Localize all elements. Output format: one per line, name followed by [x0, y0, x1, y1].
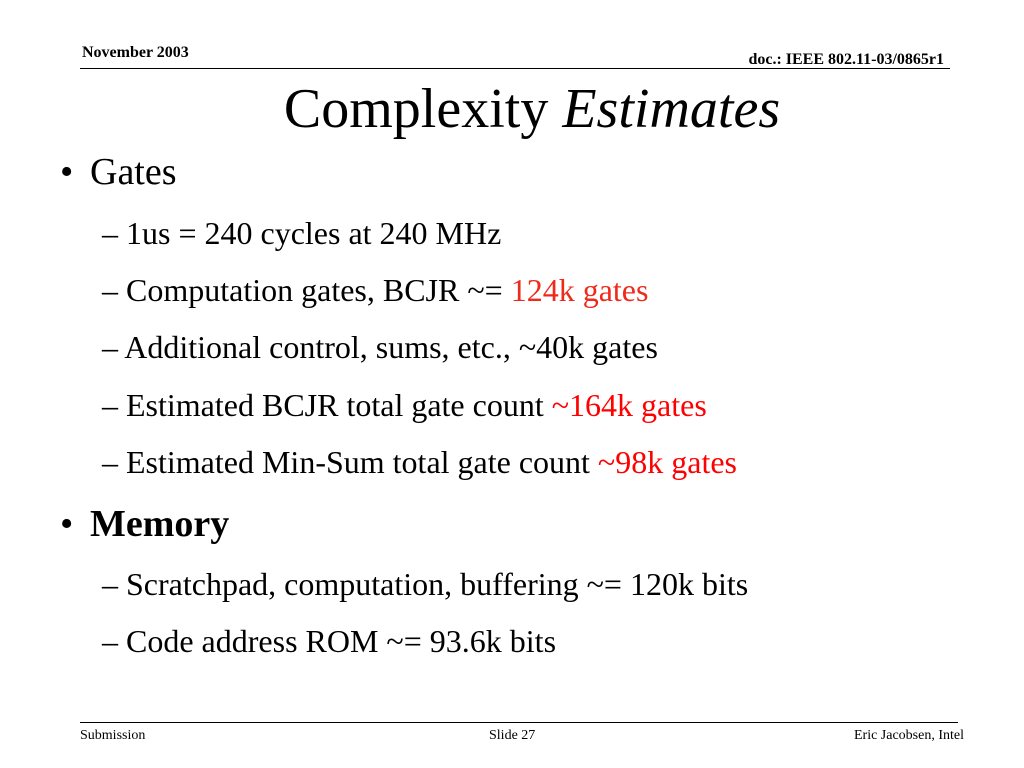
sub-bullet-text: Estimated BCJR total gate count — [126, 387, 552, 423]
sub-bullet-text: 1us = 240 cycles at 240 MHz — [126, 215, 502, 251]
header-date: November 2003 — [82, 44, 189, 61]
sub-bullet-highlight: 124k gates — [510, 272, 649, 308]
sub-bullet — [102, 215, 501, 252]
sub-bullet — [102, 444, 737, 481]
sub-bullet — [102, 272, 648, 309]
dash-icon: – — [102, 272, 118, 308]
footer-submission: Submission — [80, 728, 146, 743]
sub-bullet — [102, 387, 707, 424]
bullet-icon: • — [60, 503, 74, 545]
dash-icon: – — [102, 387, 118, 423]
sub-bullet — [102, 623, 556, 660]
sub-bullet-text: Computation gates, BCJR ~= — [126, 272, 511, 308]
dash-icon: – — [102, 444, 118, 480]
dash-icon: – — [102, 329, 118, 365]
sub-bullet-text: Code address ROM ~= 93.6k bits — [126, 623, 557, 659]
sub-bullet — [102, 566, 748, 603]
dash-icon: – — [102, 623, 118, 659]
dash-icon: – — [102, 566, 118, 602]
bullet-label: Memory — [90, 503, 230, 545]
footer-slide-number: Slide 27 — [489, 728, 536, 743]
footer-divider — [80, 722, 958, 723]
header-doc-id: doc.: IEEE 802.11-03/0865r1 — [748, 51, 944, 68]
title-plain: Complexity — [283, 78, 563, 140]
dash-icon: – — [102, 215, 118, 251]
sub-bullet-highlight: ~164k gates — [551, 387, 707, 423]
bullet-label: Gates — [90, 151, 177, 193]
bullet-icon: • — [60, 151, 74, 193]
sub-bullet-text: Additional control, sums, etc., ~40k gates — [124, 329, 658, 365]
sub-bullet — [102, 329, 658, 366]
title-italic: Estimates — [562, 78, 781, 140]
sub-bullet-highlight: ~98k gates — [597, 444, 737, 480]
sub-bullet-text: Scratchpad, computation, buffering ~= 120k bits — [126, 566, 749, 602]
sub-bullet-text: Estimated Min-Sum total gate count — [126, 444, 598, 480]
footer-author: Eric Jacobsen, Intel — [853, 728, 964, 743]
